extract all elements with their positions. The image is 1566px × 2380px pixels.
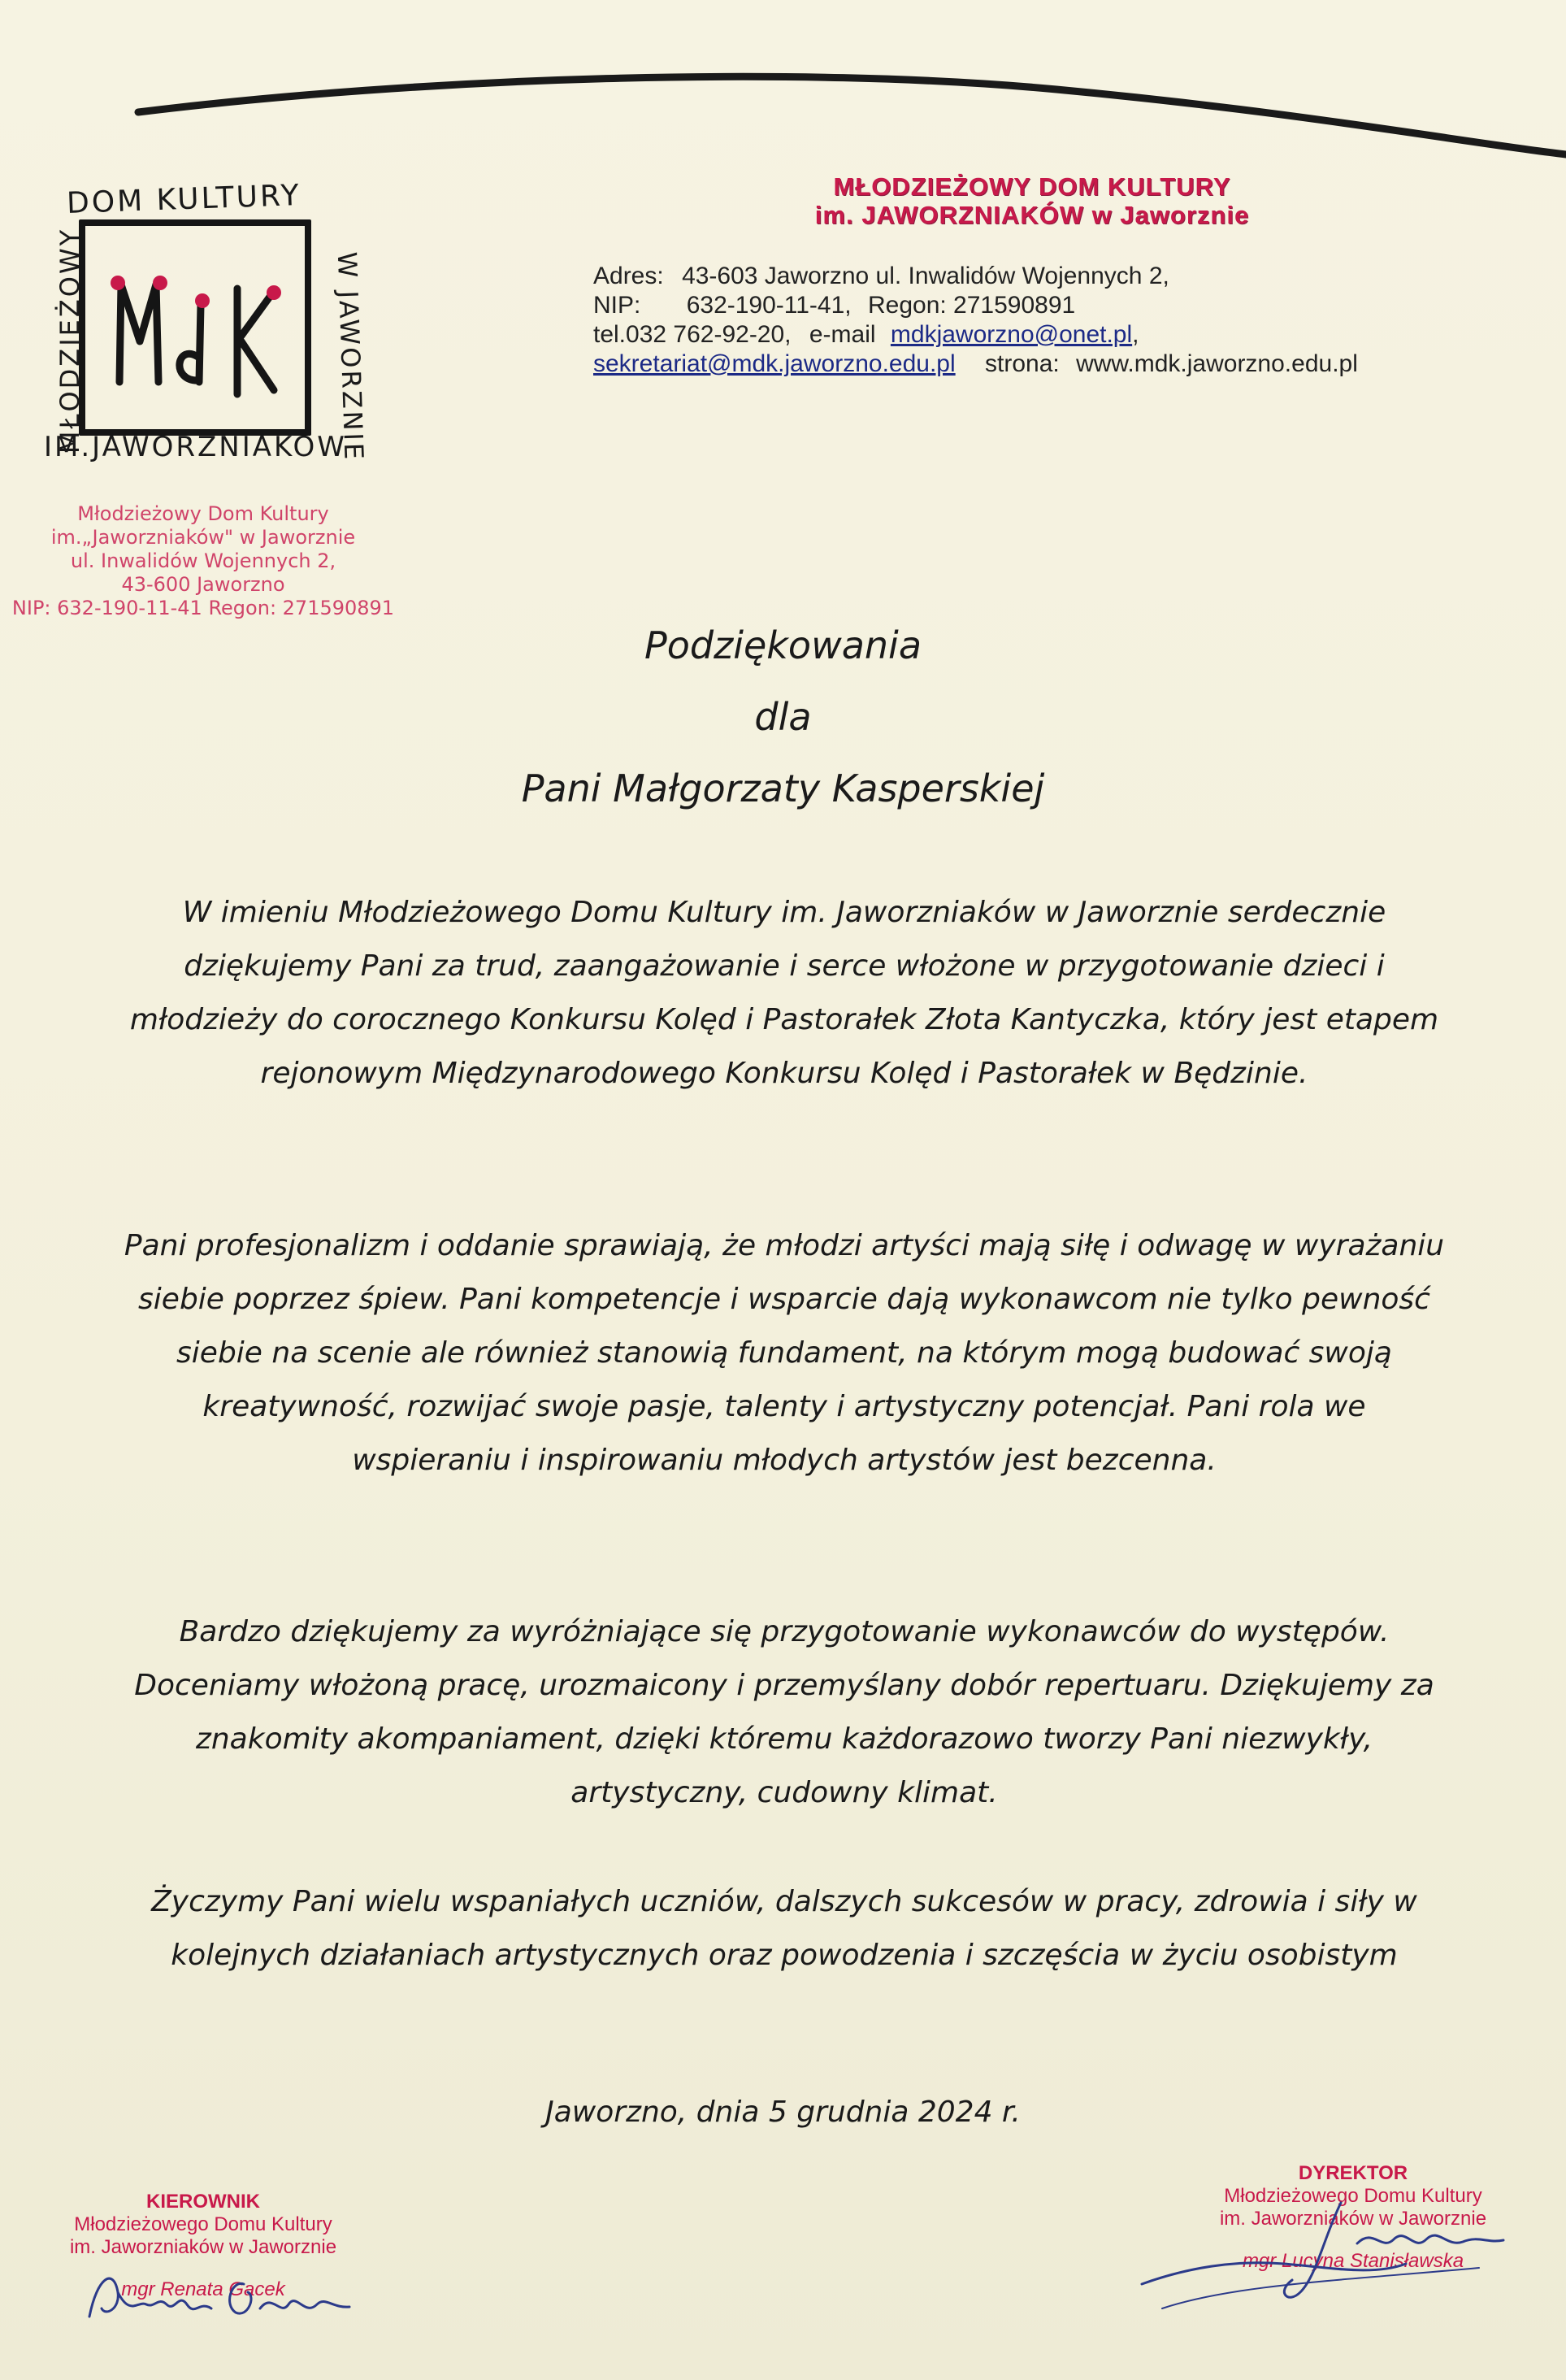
title-line1: Podziękowania: [644, 623, 922, 667]
address-value: 43-603 Jaworzno ul. Inwalidów Wojennych 2,: [682, 263, 1169, 289]
signature-right-line1: Młodzieżowego Domu Kultury: [1224, 2185, 1482, 2207]
website-link[interactable]: www.mdk.jaworzno.edu.pl: [1076, 350, 1358, 377]
institution-stamp: [8, 502, 398, 620]
signature-right-role: DYREKTOR: [1298, 2162, 1408, 2184]
stamp-line: Młodzieżowy Dom Kultury: [77, 502, 329, 525]
email-separator: ,: [1132, 321, 1139, 348]
address-row: [593, 262, 1552, 291]
letter-date: Jaworzno, dnia 5 grudnia 2024 r.: [545, 2096, 1021, 2129]
logo-right-text: W JAWORZNIE: [331, 251, 370, 463]
org-name-line1: MŁODZIEŻOWY DOM KULTURY: [833, 172, 1231, 201]
nip-label: NIP:: [593, 292, 641, 319]
signature-right-name: mgr Lucyna Stanisławska: [1242, 2250, 1464, 2272]
paragraph-1: W imieniu Młodzieżowego Domu Kultury im. Jaworzniaków w Jaworznie serdecznie dziękujemy Pani za trud, zaangażowanie i serce włożone w przygotowanie dzieci i młodzieży do corocznego Konkursu Kolęd i Pastorałek Złota Kantyczka, który jest etapem rejonowym Międzynarodowego Konkursu Kolęd i Pastorałek w Będzinie.: [129, 896, 1439, 1090]
signature-left-name: mgr Renata Gacek: [121, 2278, 285, 2300]
regon-value: Regon: 271590891: [867, 292, 1076, 319]
handwritten-signature-right: [1138, 2187, 1528, 2325]
organization-name: [748, 172, 1317, 229]
signature-left-role: KIEROWNIK: [146, 2191, 260, 2213]
org-name-line2: im. JAWORZNIAKÓW w Jaworznie: [814, 201, 1250, 229]
paragraph-2: Pani profesjonalizm i oddanie sprawiają, że młodzi artyści mają siłę i odwagę w wyrażaniu siebie poprzez śpiew. Pani kompetencje i wsparcie dają wykonawcom nie tylko pewność siebie na scenie ale również stanowią fundament, na którym mogą budować swoją kreatywność, rozwijać swoje pasje, talenty i artystyczny potencjał. Pani rola we wspieraniu i inspirowaniu młodych artystów jest bezcenna.: [124, 1229, 1445, 1477]
logo-top-text: DOM KULTURY: [66, 178, 302, 221]
contact-block: [593, 262, 1552, 379]
signature-left-line1: Młodzieżowego Domu Kultury: [74, 2213, 332, 2235]
letter-title: [0, 610, 1566, 824]
signature-left-line2: im. Jaworzniaków w Jaworznie: [69, 2236, 337, 2258]
title-line3: Pani Małgorzaty Kasperskiej: [521, 767, 1045, 810]
address-label: Adres:: [593, 263, 664, 289]
website-label: strona:: [985, 350, 1060, 377]
mdk-logo: [18, 178, 370, 476]
tel-value: tel.032 762-92-20,: [593, 321, 792, 348]
paragraph-3: Bardzo dziękujemy za wyróżniające się przygotowanie wykonawców do występów. Doceniamy włożoną pracę, urozmaicony i przemyślany dobór repertuaru. Dziękujemy za znakomity akompaniament, dzięki któremu każdorazowo tworzy Pani niezwykły, artystyczny, cudowny klimat.: [134, 1615, 1434, 1809]
web-row: [593, 350, 1552, 379]
nip-row: [593, 291, 1552, 320]
signature-right-line2: im. Jaworzniaków w Jaworznie: [1219, 2208, 1487, 2230]
logo-left-text: MŁODZIEŻOWY: [54, 227, 86, 454]
logo-mdk-mark: [79, 219, 311, 436]
handwritten-signature-left: [81, 2260, 374, 2341]
logo-bottom-text: IM.JAWORZNIAKÓW: [44, 431, 347, 463]
email-link[interactable]: mdkjaworzno@onet.pl: [890, 321, 1133, 348]
nip-value: 632-190-11-41,: [686, 292, 852, 319]
email-label: e-mail: [809, 321, 876, 348]
stamp-line: NIP: 632-190-11-41 Regon: 271590891: [11, 597, 395, 619]
stamp-line: ul. Inwalidów Wojennych 2,: [70, 549, 336, 572]
secretariat-email-link[interactable]: sekretariat@mdk.jaworzno.edu.pl: [593, 350, 956, 377]
header-swoosh-line: [0, 0, 1566, 179]
tel-row: [593, 320, 1552, 350]
paragraph-4: Życzymy Pani wielu wspaniałych uczniów, dalszych sukcesów w pracy, zdrowia i siły w kolejnych działaniach artystycznych oraz powodzenia i szczęścia w życiu osobistym: [151, 1885, 1417, 1972]
title-line2: dla: [754, 695, 812, 739]
stamp-line: 43-600 Jaworzno: [121, 573, 285, 596]
stamp-line: im.„Jaworzniaków" w Jaworznie: [50, 526, 356, 549]
